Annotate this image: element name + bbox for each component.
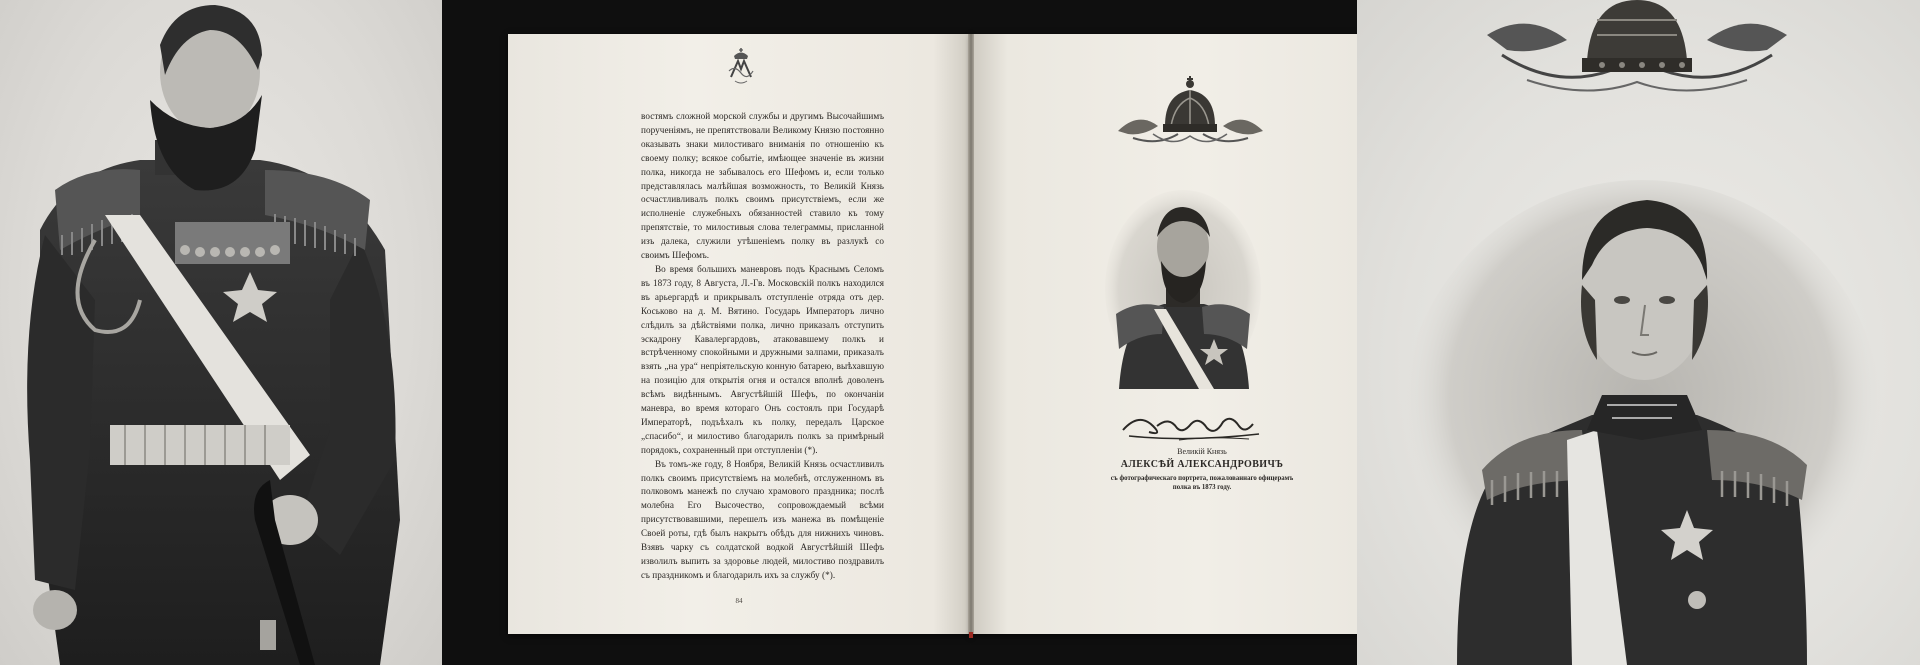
page-number: 84 bbox=[735, 597, 743, 605]
paragraph: Во время большихъ маневровъ подъ Краснымъ Селомъ въ 1873 году, 8 Августа, Л.-Гв. Московскiй полкъ находился въ арьергардѣ и прикрывалъ отступленiе отряда отъ дер. Коськово на д. М. Вятино. Государь Императоръ лично слѣдилъ за дѣйствiями полка, лично приказалъ отступить эскадрону Кавалергардовъ, атаковавшему полкъ и встрѣченному спокойными и дружными залпами, приказалъ взять „на ура“ непрiятельскую конную батарею, выѣхавшую на позицiю для открытiя огня и остался вполнѣ доволенъ всѣмъ видѣннымъ. Августѣйшiй Шефъ, по окончанiи маневра, во время котораго Онъ состоялъ при Государѣ Императорѣ, подъѣхалъ къ полку, передалъ Царское „спасибо“, и милостиво благодарилъ полкъ за примѣрный порядокъ, сохраненный при отступленiи (*). bbox=[641, 263, 884, 455]
left-portrait-panel bbox=[0, 0, 442, 665]
caption-title: Великiй Князь bbox=[1177, 447, 1227, 456]
right-portrait-panel bbox=[1357, 0, 1920, 665]
signature bbox=[1119, 406, 1267, 442]
caption-subtitle-line: съ фотографическаго портрета, пожалованнаго офицерамъ bbox=[1110, 475, 1294, 482]
body-text bbox=[641, 110, 884, 583]
caption-subtitle-line: полка въ 1873 году. bbox=[1172, 484, 1232, 491]
bearded-officer-portrait bbox=[0, 0, 442, 665]
crown-ornament-icon bbox=[1487, 0, 1787, 91]
left-page bbox=[508, 34, 970, 634]
young-officer-portrait bbox=[1357, 0, 1920, 665]
book-spine bbox=[968, 34, 974, 634]
spine-ribbon bbox=[969, 632, 973, 638]
paragraph: востямъ сложной морской службы и другимъ Высочайшимъ порученiямъ, не препятствовали Великому Князю постоянно оказывать знаки милостиваго вниманiя по отношенiю къ своему полку; всякое событiе, имѣющее значенiе въ жизни полка, никогда не забывалось его Шефомъ и, если только представлялась малѣйшая возможность, то Великiй Князь осчастливливалъ полкъ своимъ присутствiемъ, если же исполненiе служебныхъ обязанностей ставило къ тому препятствiе, то милостивыя слова телеграммы, присланной изъ далека, служили утѣшенiемъ полку въ разлукѣ со своимъ Шефомъ. bbox=[641, 111, 884, 261]
caption-name: АЛЕКСѢЙ АЛЕКСАНДРОВИЧЪ bbox=[1120, 459, 1284, 470]
monogram-crown-icon bbox=[725, 47, 757, 85]
imperial-crown-icon bbox=[1113, 76, 1268, 152]
open-book bbox=[508, 34, 1433, 634]
grand-duke-oval-portrait bbox=[1104, 189, 1262, 389]
paragraph: Въ томъ-же году, 8 Ноября, Великiй Князь осчастливилъ полкъ своимъ присутствiемъ на молебнѣ, отслуженномъ въ полковомъ манежѣ по случаю храмового праздника; послѣ молебна Его Высочество, сопровождаемый всѣми присутствовавшими, перешелъ изъ манежа въ помѣщенiе Своей роты, гдѣ былъ накрытъ обѣдъ для нижнихъ чиновъ. Взявъ чарку съ солдатской водкой Августѣйшiй Шефъ изволилъ выпить за здоровье людей, милостиво поздравилъ съ праздникомъ и благодарилъ ихъ за службу (*). bbox=[641, 458, 884, 580]
